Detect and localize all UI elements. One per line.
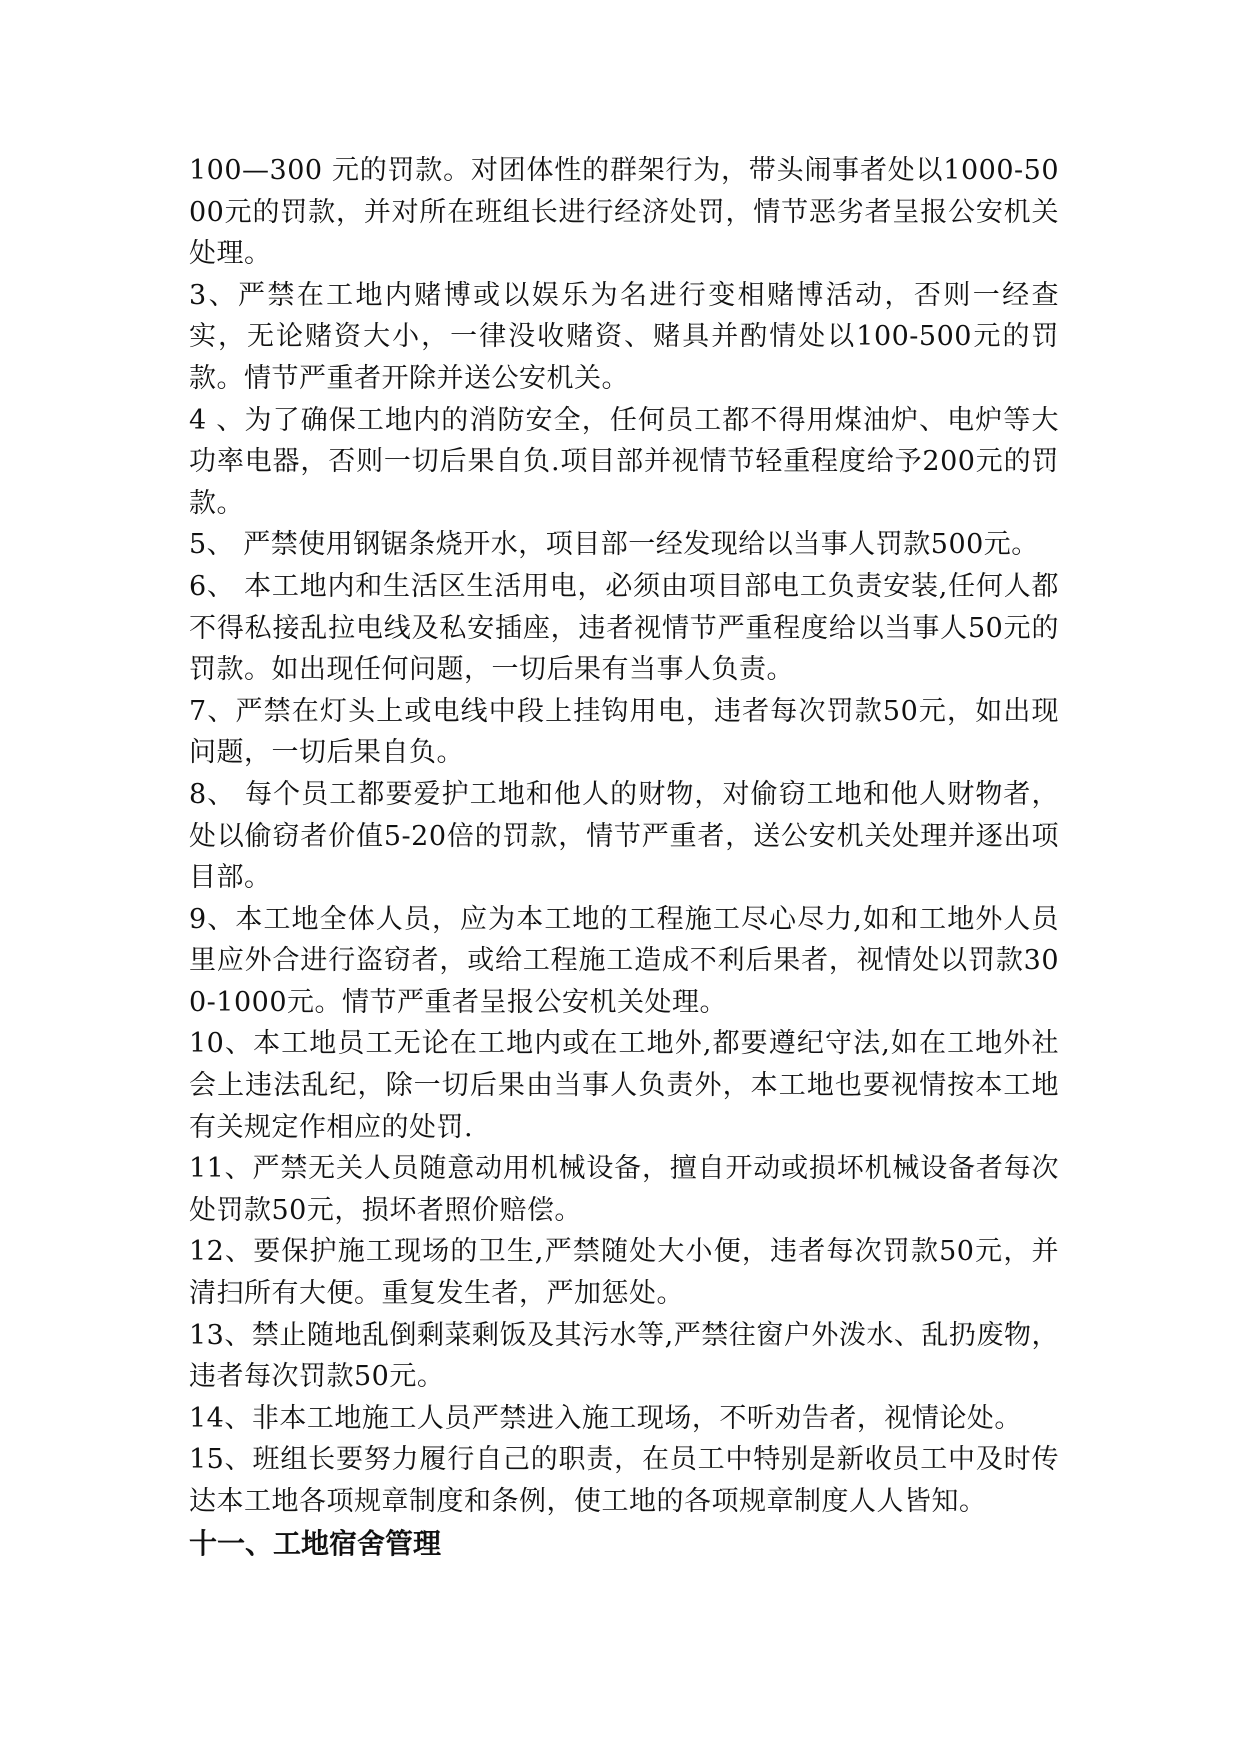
document-page (189, 150, 1059, 1565)
rule-8-theft: 8、 每个员工都要爱护工地和他人的财物，对偷窃工地和他人财物者，处以偷窃者价值5-20倍的罚款，情节严重者，送公安机关处理并逐出项目部。 (189, 778, 1059, 894)
rule-13-waste: 13、禁止随地乱倒剩菜剩饭及其污水等,严禁往窗户外泼水、乱扔废物，违者每次罚款50元。 (189, 1319, 1059, 1393)
rule-14-non-staff: 14、非本工地施工人员严禁进入施工现场，不听劝告者，视情论处。 (189, 1402, 1022, 1434)
rule-3-gambling: 3、严禁在工地内赌博或以娱乐为名进行变相赌博活动，否则一经查实，无论赌资大小，一律没收赌资、赌具并酌情处以100-500元的罚款。情节严重者开除并送公安机关。 (189, 279, 1059, 394)
rule-9-collusion: 9、本工地全体人员，应为本工地的工程施工尽心尽力,如和工地外人员里应外合进行盗窃者，或给工程施工造成不利后果者，视情处以罚款300-1000元。情节严重者呈报公安机关处理。 (189, 903, 1059, 1018)
rule-11-machinery: 11、严禁无关人员随意动用机械设备，擅自开动或损坏机械设备者每次处罚款50元，损坏者照价赔偿。 (189, 1153, 1059, 1226)
rule-15-team-leader: 15、班组长要努力履行自己的职责，在员工中特别是新收员工中及时传达本工地各项规章制度和条例，使工地的各项规章制度人人皆知。 (189, 1444, 1059, 1517)
rule-4-fire-safety: 4 、为了确保工地内的消防安全，任何员工都不得用煤油炉、电炉等大功率电器，否则一切后果自负.项目部并视情节轻重程度给予200元的罚款。 (189, 404, 1059, 519)
section-heading: 十一、工地宿舍管理 (189, 1526, 442, 1560)
rule-7-lamp-hook: 7、严禁在灯头上或电线中段上挂钩用电，违者每次罚款50元，如出现问题，一切后果自负。 (189, 695, 1059, 769)
rule-6-electricity: 6、 本工地内和生活区生活用电，必须由项目部电工负责安装,任何人都不得私接乱拉电线及私安插座，违者视情节严重程度给以当事人50元的罚款。如出现任何问题，一切后果有当事人负责。 (189, 570, 1059, 686)
rule-10-law-abiding: 10、本工地员工无论在工地内或在工地外,都要遵纪守法,如在工地外社会上违法乱纪，除一切后果由当事人负责外，本工地也要视情按本工地有关规定作相应的处罚. (189, 1028, 1059, 1143)
rule-12-hygiene: 12、要保护施工现场的卫生,严禁随处大小便，违者每次罚款50元，并清扫所有大便。重复发生者，严加惩处。 (189, 1236, 1059, 1310)
rule-5-saw-blade: 5、 严禁使用钢锯条烧开水，项目部一经发现给以当事人罚款500元。 (189, 529, 1039, 561)
paragraph-fine-continuation: 100—300 元的罚款。对团体性的群架行为，带头闹事者处以1000-5000元的罚款，并对所在班组长进行经济处罚，情节恶劣者呈报公安机关处理。 (189, 155, 1059, 270)
